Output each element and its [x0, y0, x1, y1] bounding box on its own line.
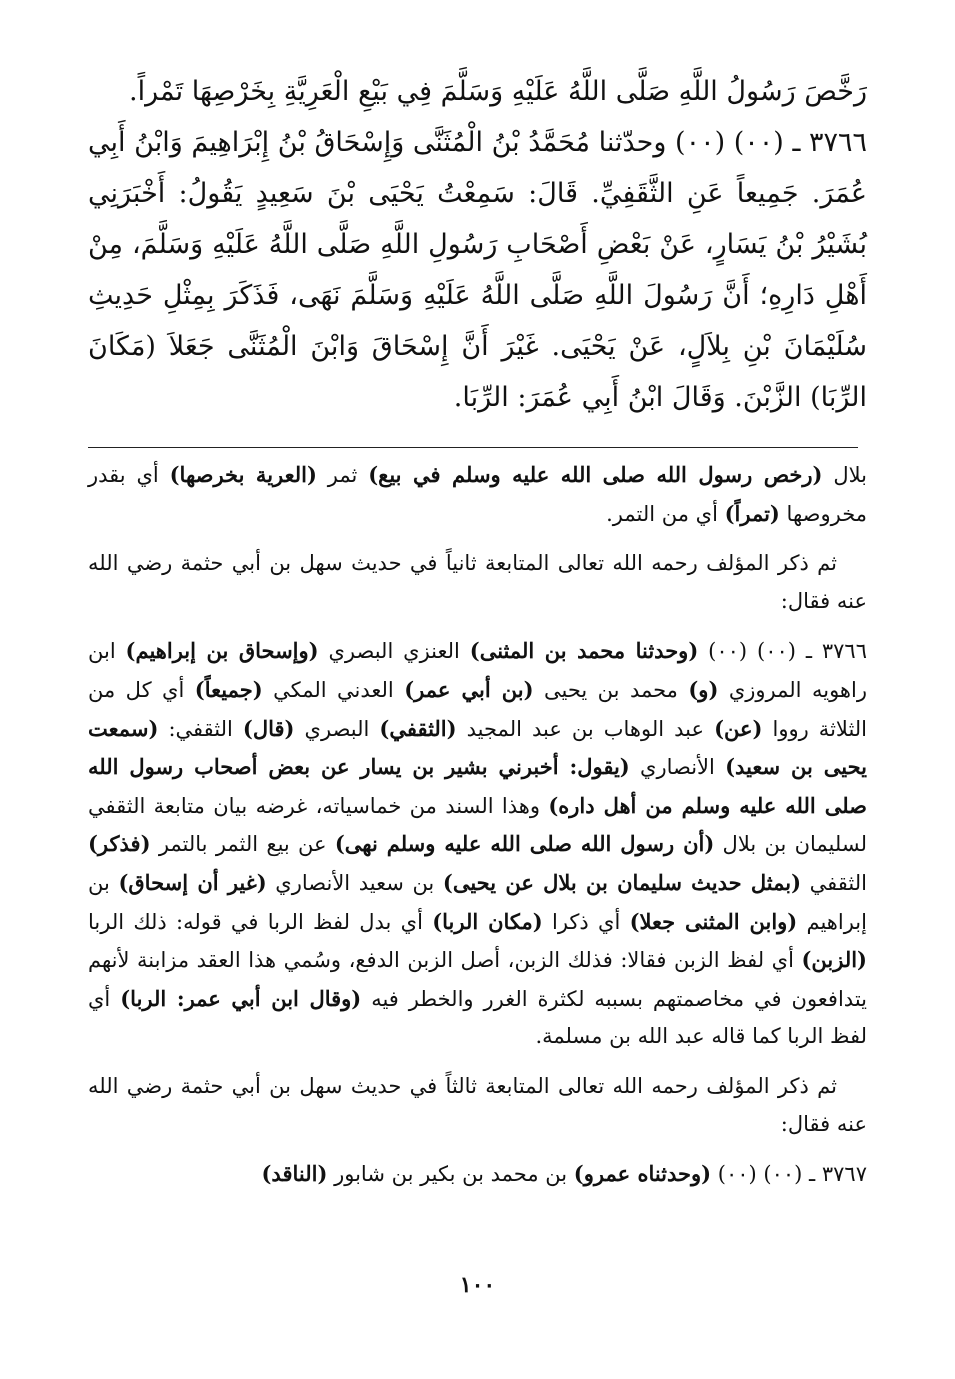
quoted-hadith-text: (فذكر): [88, 831, 151, 857]
commentary-text: الأنصاري: [629, 755, 726, 780]
page-number: ١٠٠: [459, 1272, 496, 1298]
quoted-hadith-text: (مكان الربا): [432, 908, 543, 934]
quoted-hadith-text: (الناقد): [261, 1161, 328, 1187]
commentary-text: أي لفظ الربا كما قاله عبد الله بن مسلمة.: [88, 986, 867, 1049]
commentary-text: ثم ذكر المؤلف رحمه الله تعالى المتابعة ثالثاً في حديث سهل بن أبي حثمة رضي الله عنه فقال:: [88, 1073, 867, 1136]
footnote-divider: [88, 447, 858, 448]
commentary-text: ثم ذكر المؤلف رحمه الله تعالى المتابعة ثانياً في حديث سهل بن أبي حثمة رضي الله عنه فقال:: [88, 551, 867, 613]
commentary-text: وهذا السند من خماسياته، غرضه بيان متابعة الثقفي لسليمان بن بلال: [88, 793, 867, 857]
commentary-section: [88, 456, 867, 1206]
hadith-line: رَخَّصَ رَسُولُ اللَّهِ صَلَّى اللَّهُ عَلَيْهِ وَسَلَّمَ فِي بَيْعِ الْعَرِيَّةِ بِخَرْصِهَا تَمْراً.: [129, 76, 867, 107]
quoted-hadith-text: (بن أبي عمر): [404, 676, 534, 702]
commentary-text: بن إبراهيم: [88, 870, 867, 934]
commentary-paragraph: [88, 545, 867, 620]
commentary-text: أي من التمر.: [606, 501, 725, 526]
quoted-hadith-text: (سمعت يحيى بن سعيد): [88, 715, 868, 780]
commentary-text: بن محمد بن بكير بن شابور: [327, 1162, 574, 1187]
quoted-hadith-text: (يقول: أخبرني بشير بن يسار عن بعض أصحاب رسول الله صلى الله عليه وسلم من أهل داره): [88, 754, 867, 818]
commentary-text: الثقفي: [801, 870, 867, 895]
commentary-text: العدني المكي: [262, 677, 405, 702]
commentary-paragraph: [88, 1155, 867, 1194]
commentary-text: ابن راهويه المروزي: [88, 639, 867, 702]
commentary-text: عن بيع الثمر بالتمر: [150, 832, 335, 857]
commentary-text: بن سعيد الأنصاري: [266, 870, 443, 895]
quoted-hadith-text: (بمثل حديث سليمان بن بلال عن يحيى): [442, 869, 802, 895]
commentary-text: بلال: [822, 463, 867, 487]
commentary-text: أي لفظ الزبن فقالا: فذلك الزبن، أصل الزبن الدفع، وسُمي هذا العقد مزابنة لأنهم يتدافعون في مخاصمتهم بسببه لكثرة الغرر والخطر فيه: [88, 948, 868, 1011]
commentary-text: العنزي البصري: [318, 639, 470, 664]
quoted-hadith-text: (رخص رسول الله صلى الله عليه وسلم في بيع): [368, 462, 823, 487]
quoted-hadith-text: (الزبن): [801, 947, 867, 973]
commentary-text: محمد بن يحيى: [533, 677, 689, 702]
commentary-text: ٣٧٦٦ ـ (٠٠) (٠٠): [698, 639, 867, 664]
quoted-hadith-text: (جميعاً): [194, 676, 263, 702]
hadith-text: [88, 66, 867, 423]
commentary-text: الثقفي:: [158, 716, 243, 741]
quoted-hadith-text: (العرية بخرصها): [169, 462, 317, 487]
commentary-text: أي بقدر مخروصها: [88, 463, 867, 526]
quoted-hadith-text: (وحدثناه عمرو): [573, 1161, 712, 1187]
commentary-paragraph: [88, 1068, 867, 1143]
commentary-text: عبد الوهاب بن عبد المجيد: [456, 716, 715, 741]
commentary-paragraph: [88, 456, 867, 533]
commentary-text: البصري: [294, 716, 380, 741]
commentary-text: ٣٧٦٧ ـ (٠٠) (٠٠): [711, 1162, 867, 1187]
commentary-text: أي كل من الثلاثة رووا: [88, 677, 868, 741]
hadith-paragraph: ٣٧٦٦ ـ (٠٠) (٠٠) وحدّثنا مُحَمَّدُ بْنُ الْمُثَنَّى وَإِسْحَاقُ بْنُ إِبْرَاهِيمَ وَابْنُ أَبِي عُمَرَ. جَمِيعاً عَنِ الثَّقَفِيِّ. قَالَ: سَمِعْتُ يَحْيَى بْنَ سَعِيدٍ يَقُولُ: أَخْبَرَنِي بُشَيْرُ بْنُ يَسَارٍ، عَنْ بَعْضِ أَصْحَابِ رَسُولِ اللَّهِ صَلَّى اللَّهُ عَلَيْهِ وَسَلَّمَ، مِنْ أَهْلِ دَارِهِ؛ أَنَّ رَسُولَ اللَّهِ صَلَّى اللَّهُ عَلَيْهِ وَسَلَّمَ نَهَى، فَذَكَرَ بِمِثْلِ حَدِيثِ سُلَيْمَانَ بْنِ بِلاَلٍ، عَنْ يَحْيَى. غَيْرَ أَنَّ إِسْحَاقَ وَابْنَ الْمُثَنَّى جَعَلاَ (مَكَانَ الرِّبَا) الزَّبْنَ. وَقَالَ ابْنُ أَبِي عُمَرَ: الرِّبَا.: [88, 127, 868, 413]
quoted-hadith-text: (وإسحاق بن إبراهيم): [125, 638, 319, 664]
quoted-hadith-text: (أن رسول الله صلى الله عليه وسلم نهى): [334, 831, 715, 857]
quoted-hadith-text: (و): [688, 676, 719, 702]
commentary-paragraph: [88, 632, 867, 1056]
quoted-hadith-text: (وقال ابن أبي عمر: الربا): [120, 985, 362, 1011]
quoted-hadith-text: (وحدثنا محمد بن المثنى): [469, 638, 699, 664]
quoted-hadith-text: (وابن المثنى جعلا): [629, 908, 798, 934]
commentary-text: أي ذكرا: [542, 909, 630, 934]
quoted-hadith-text: (قال): [242, 715, 295, 741]
quoted-hadith-text: (عن): [714, 715, 763, 741]
quoted-hadith-text: (الثقفي): [379, 715, 457, 741]
commentary-text: أي بدل لفظ الربا في قوله: ذلك الربا: [88, 909, 433, 934]
quoted-hadith-text: (تمراً): [724, 500, 780, 526]
quoted-hadith-text: (غير أن إسحاق): [118, 869, 267, 895]
commentary-text: ثمر: [316, 463, 369, 487]
